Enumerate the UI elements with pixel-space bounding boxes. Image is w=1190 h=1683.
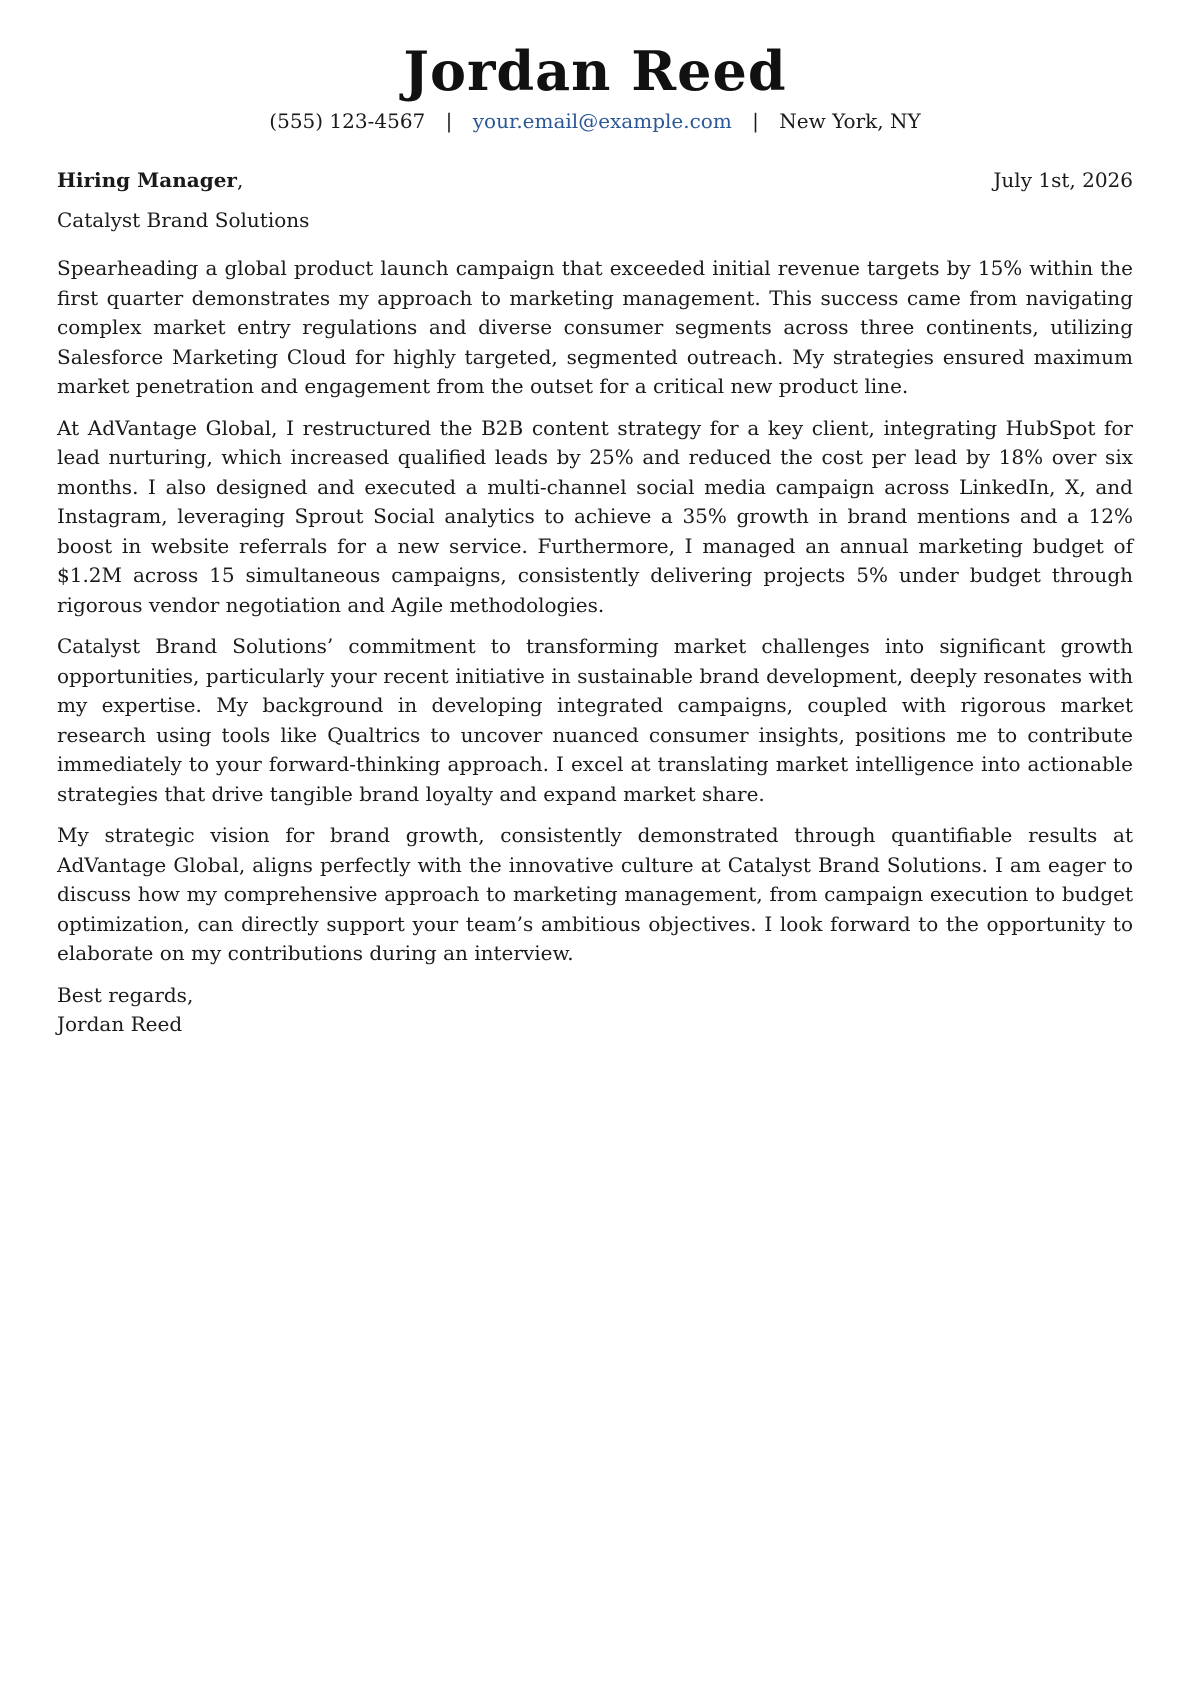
recipient-company: Catalyst Brand Solutions [57,208,310,232]
phone-number: (555) 123-4567 [269,109,426,133]
recipient-line [57,166,243,194]
recipient-date-row [57,166,1133,194]
letter-date: July 1st, 2026 [993,168,1133,192]
letter-closing [57,981,1133,1039]
contact-separator: | [752,109,759,133]
body-paragraph: Spearheading a global product launch campaign that exceeded initial revenue targets by 15% within the first quarter demonstrates my approach to marketing management. This success came from navigating complex market entry regulations and diverse consumer segments across three continents, utilizing Salesforce Marketing Cloud for highly targeted, segmented outreach. My strategies ensured maximum market penetration and engagement from the outset for a critical new product line. [57,256,1133,398]
letter-header [57,40,1133,134]
contact-line [57,108,1133,134]
recipient-name: Hiring Manager [57,168,237,192]
recipient-suffix: , [236,168,244,192]
email-link[interactable]: your.email@example.com [472,109,732,133]
body-paragraph: At AdVantage Global, I restructured the B2B content strategy for a key client, integrating HubSpot for lead nurturing, which increased qualified leads by 25% and reduced the cost per lead by 18% over six months. I also designed and executed a multi-channel social media campaign across LinkedIn, X, and Instagram, leveraging Sprout Social analytics to achieve a 35% growth in brand mentions and a 12% boost in website referrals for a new service. Furthermore, I managed an annual marketing budget of $1.2M across 15 simultaneous campaigns, consistently delivering projects 5% under budget through rigorous vendor negotiation and Agile methodologies. [57,415,1133,617]
applicant-name: Jordan Reed [403,39,787,103]
body-paragraph: Catalyst Brand Solutions’ commitment to transforming market challenges into significant growth opportunities, particularly your recent initiative in sustainable brand development, deeply resonates with my expertise. My background in developing integrated campaigns, coupled with rigorous market research using tools like Qualtrics to uncover nuanced consumer insights, positions me to contribute immediately to your forward-thinking approach. I excel at translating market intelligence into actionable strategies that drive tangible brand loyalty and expand market share. [57,634,1133,806]
letter-body [57,254,1133,969]
signature-name: Jordan Reed [57,1011,183,1036]
closing-salutation: Best regards, [57,982,194,1007]
body-paragraph: My strategic vision for brand growth, consistently demonstrated through quantifiable results at AdVantage Global, aligns perfectly with the innovative culture at Catalyst Brand Solutions. I am eager to discuss how my comprehensive approach to marketing management, from campaign execution to budget optimization, can directly support your team’s ambitious objectives. I look forward to the opportunity to elaborate on my contributions during an interview. [57,823,1133,965]
contact-separator: | [445,109,453,133]
location: New York, NY [779,109,921,133]
